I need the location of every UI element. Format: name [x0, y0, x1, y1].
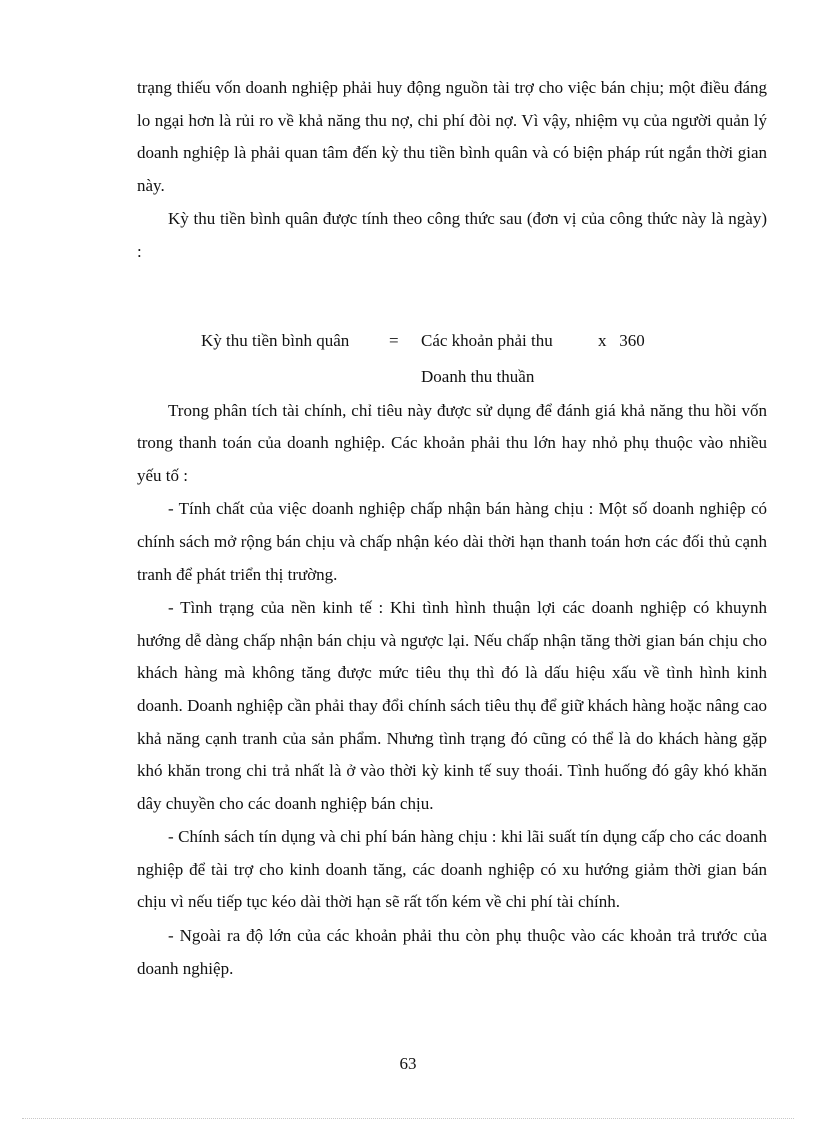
paragraph-1: trạng thiếu vốn doanh nghiệp phải huy động nguồn tài trợ cho việc bán chịu; một điều đáng lo ngại hơn là rủi ro về khả năng thu nợ, chi phí đòi nợ. Vì vậy, nhiệm vụ của người quản lý doanh nghiệp là phải quan tâm đến kỳ thu tiền bình quân và có biện pháp rút ngắn thời gian này.	[137, 78, 767, 195]
formula	[137, 325, 767, 395]
formula-equals: =	[389, 330, 399, 350]
footer-divider	[22, 1118, 794, 1119]
paragraph-7: - Ngoài ra độ lớn của các khoản phải thu còn phụ thuộc vào các khoản trả trước của doanh nghiệp.	[137, 926, 767, 978]
spacer	[137, 269, 767, 325]
formula-left-term: Kỳ thu tiền bình quân	[201, 330, 350, 350]
paragraph-5: - Tình trạng của nền kinh tế : Khi tình hình thuận lợi các doanh nghiệp có khuynh hướng dễ dàng chấp nhận bán chịu và ngược lại. Nếu chấp nhận tăng thời gian bán chịu cho khách hàng mà không tăng được mức tiêu thụ thì đó là dấu hiệu xấu về tình hình kinh doanh. Doanh nghiệp cần phải thay đổi chính sách tiêu thụ để giữ khách hàng hoặc nâng cao khả năng cạnh tranh của sản phẩm. Nhưng tình trạng đó cũng có thể là do khách hàng gặp khó khăn trong chi trả nhất là ở vào thời kỳ kinh tế suy thoái. Tình huống đó gây khó khăn dây chuyền cho các doanh nghiệp bán chịu.	[137, 598, 767, 813]
paragraph-4: - Tính chất của việc doanh nghiệp chấp nhận bán hàng chịu : Một số doanh nghiệp có chính sách mở rộng bán chịu và chấp nhận kéo dài thời hạn thanh toán hơn các đối thủ cạnh tranh để phát triển thị trường.	[137, 499, 767, 584]
formula-multiplier: x 360	[598, 330, 645, 350]
body-text	[137, 72, 767, 985]
formula-denominator: Doanh thu thuần	[421, 366, 535, 386]
formula-numerator: Các khoản phải thu	[421, 330, 553, 350]
paragraph-3: Trong phân tích tài chính, chỉ tiêu này được sử dụng để đánh giá khả năng thu hồi vốn trong thanh toán của doanh nghiệp. Các khoản phải thu lớn hay nhỏ phụ thuộc vào nhiều yếu tố :	[137, 400, 767, 485]
paragraph-6: - Chính sách tín dụng và chi phí bán hàng chịu : khi lãi suất tín dụng cấp cho các doanh nghiệp để tài trợ cho kinh doanh tăng, các doanh nghiệp có xu hướng giảm thời gian bán chịu vì nếu tiếp tục kéo dài thời hạn sẽ rất tốn kém về chi phí tài chính.	[137, 827, 767, 912]
page-number: 63	[399, 1054, 417, 1073]
paragraph-2: Kỳ thu tiền bình quân được tính theo công thức sau (đơn vị của công thức này là ngày) :	[137, 209, 767, 261]
